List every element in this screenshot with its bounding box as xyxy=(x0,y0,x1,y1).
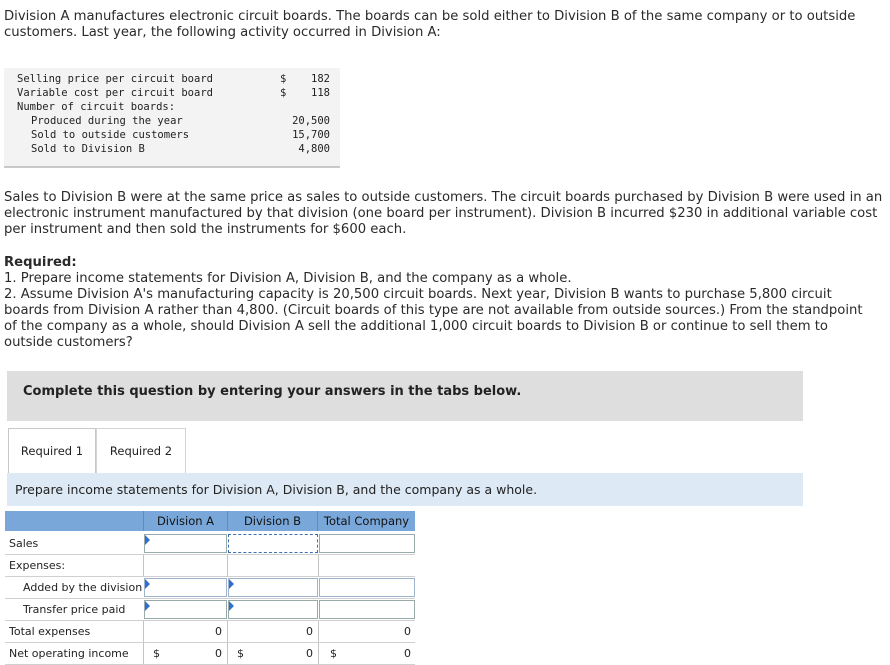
col-divider xyxy=(227,555,228,576)
sales-division-a-input[interactable] xyxy=(144,534,227,553)
transfer-division-a-input[interactable] xyxy=(144,600,227,619)
expenses-label: Expenses: xyxy=(9,559,66,572)
net-income-b-currency: $ xyxy=(237,647,244,660)
net-income-a-currency: $ xyxy=(153,647,160,660)
col-divider xyxy=(143,643,144,664)
division-b-sold-label: Sold to Division B xyxy=(31,143,145,155)
outside-customers-value: 15,700 xyxy=(292,129,330,141)
net-income-division-b: 0 xyxy=(306,647,313,660)
transfer-division-b-input[interactable] xyxy=(228,600,318,619)
col-divider xyxy=(143,621,144,642)
required-list xyxy=(4,271,864,351)
activity-table xyxy=(4,68,340,168)
selling-price-value: 182 xyxy=(311,73,330,85)
sales-division-b-input[interactable] xyxy=(228,534,318,553)
row-transfer-price xyxy=(5,599,415,621)
header-division-a: Division A xyxy=(144,511,228,531)
col-divider xyxy=(318,621,319,642)
col-divider xyxy=(143,555,144,576)
input-marker-icon xyxy=(145,601,150,611)
header-blank xyxy=(5,511,144,531)
sales-total-input[interactable] xyxy=(319,534,415,553)
transfer-label: Transfer price paid xyxy=(23,603,126,616)
variable-cost-label: Variable cost per circuit board xyxy=(17,87,213,99)
total-expenses-division-b: 0 xyxy=(306,625,313,638)
input-marker-icon xyxy=(145,535,150,545)
row-sales xyxy=(5,533,415,555)
added-division-b-input[interactable] xyxy=(228,578,318,597)
produced-label: Produced during the year xyxy=(31,115,183,127)
total-expenses-total: 0 xyxy=(404,625,411,638)
outside-customers-label: Sold to outside customers xyxy=(31,129,190,141)
variable-cost-value: 118 xyxy=(311,87,330,99)
selling-price-label: Selling price per circuit board xyxy=(17,73,213,85)
row-added-by-division xyxy=(5,577,415,599)
sales-label: Sales xyxy=(9,537,39,550)
row-total-expenses xyxy=(5,621,415,643)
produced-value: 20,500 xyxy=(292,115,330,127)
required-2-text: 2. Assume Division A's manufacturing capacity is 20,500 circuit boards. Next year, Division B wants to purchase 5,800 circuit boards from Division A rather than 4,800. (Circuit boards of this type are not available from outside sources.) From the standpoint of the company as a whole, should Division A sell the additional 1,000 circuit boards to Division B or continue to sell them to outside customers? xyxy=(4,287,863,350)
col-divider xyxy=(318,555,319,576)
instructions-banner xyxy=(7,371,803,421)
input-marker-icon xyxy=(229,601,234,611)
net-income-label: Net operating income xyxy=(9,647,129,660)
header-division-b: Division B xyxy=(228,511,318,531)
problem-intro: Division A manufactures electronic circuit boards. The boards can be sold either to Division B of the same company or to outside customers. Last year, the following activity occurred in Division A: xyxy=(4,9,856,40)
transfer-total-input[interactable] xyxy=(319,600,415,619)
division-b-sold-value: 4,800 xyxy=(298,143,330,155)
net-income-total-currency: $ xyxy=(330,647,337,660)
added-label: Added by the division xyxy=(23,581,143,594)
tab-required-1[interactable]: Required 1 xyxy=(8,428,96,473)
required-heading: Required: xyxy=(4,255,77,270)
row-expenses xyxy=(5,555,415,577)
variable-cost-currency: $ xyxy=(280,87,287,99)
number-of-boards-label: Number of circuit boards: xyxy=(17,101,176,113)
header-total-company: Total Company xyxy=(318,511,415,531)
row-net-operating-income xyxy=(5,643,415,665)
required-1-text: 1. Prepare income statements for Division A, Division B, and the company as a whole. xyxy=(4,271,572,286)
instruction-text: Prepare income statements for Division A, Division B, and the company as a whole. xyxy=(15,482,538,497)
col-divider xyxy=(227,643,228,664)
banner-text: Complete this question by entering your answers in the tabs below. xyxy=(23,384,522,399)
col-divider xyxy=(318,643,319,664)
added-division-a-input[interactable] xyxy=(144,578,227,597)
added-total-input[interactable] xyxy=(319,578,415,597)
col-divider xyxy=(227,621,228,642)
total-expenses-label: Total expenses xyxy=(9,625,91,638)
input-marker-icon xyxy=(229,579,234,589)
problem-paragraph-2: Sales to Division B were at the same price as sales to outside customers. The circuit boards purchased by Division B were used in an electronic instrument manufactured by that division (one board per instrument). Division B incurred $230 in additional variable cost per instrument and then sold the instruments for $600 each. xyxy=(4,190,883,237)
selling-price-currency: $ xyxy=(280,73,287,85)
net-income-division-a: 0 xyxy=(215,647,222,660)
total-expenses-division-a: 0 xyxy=(215,625,222,638)
tab-instruction xyxy=(7,473,803,506)
tab-required-2[interactable]: Required 2 xyxy=(96,428,186,473)
net-income-total: 0 xyxy=(404,647,411,660)
input-marker-icon xyxy=(145,579,150,589)
